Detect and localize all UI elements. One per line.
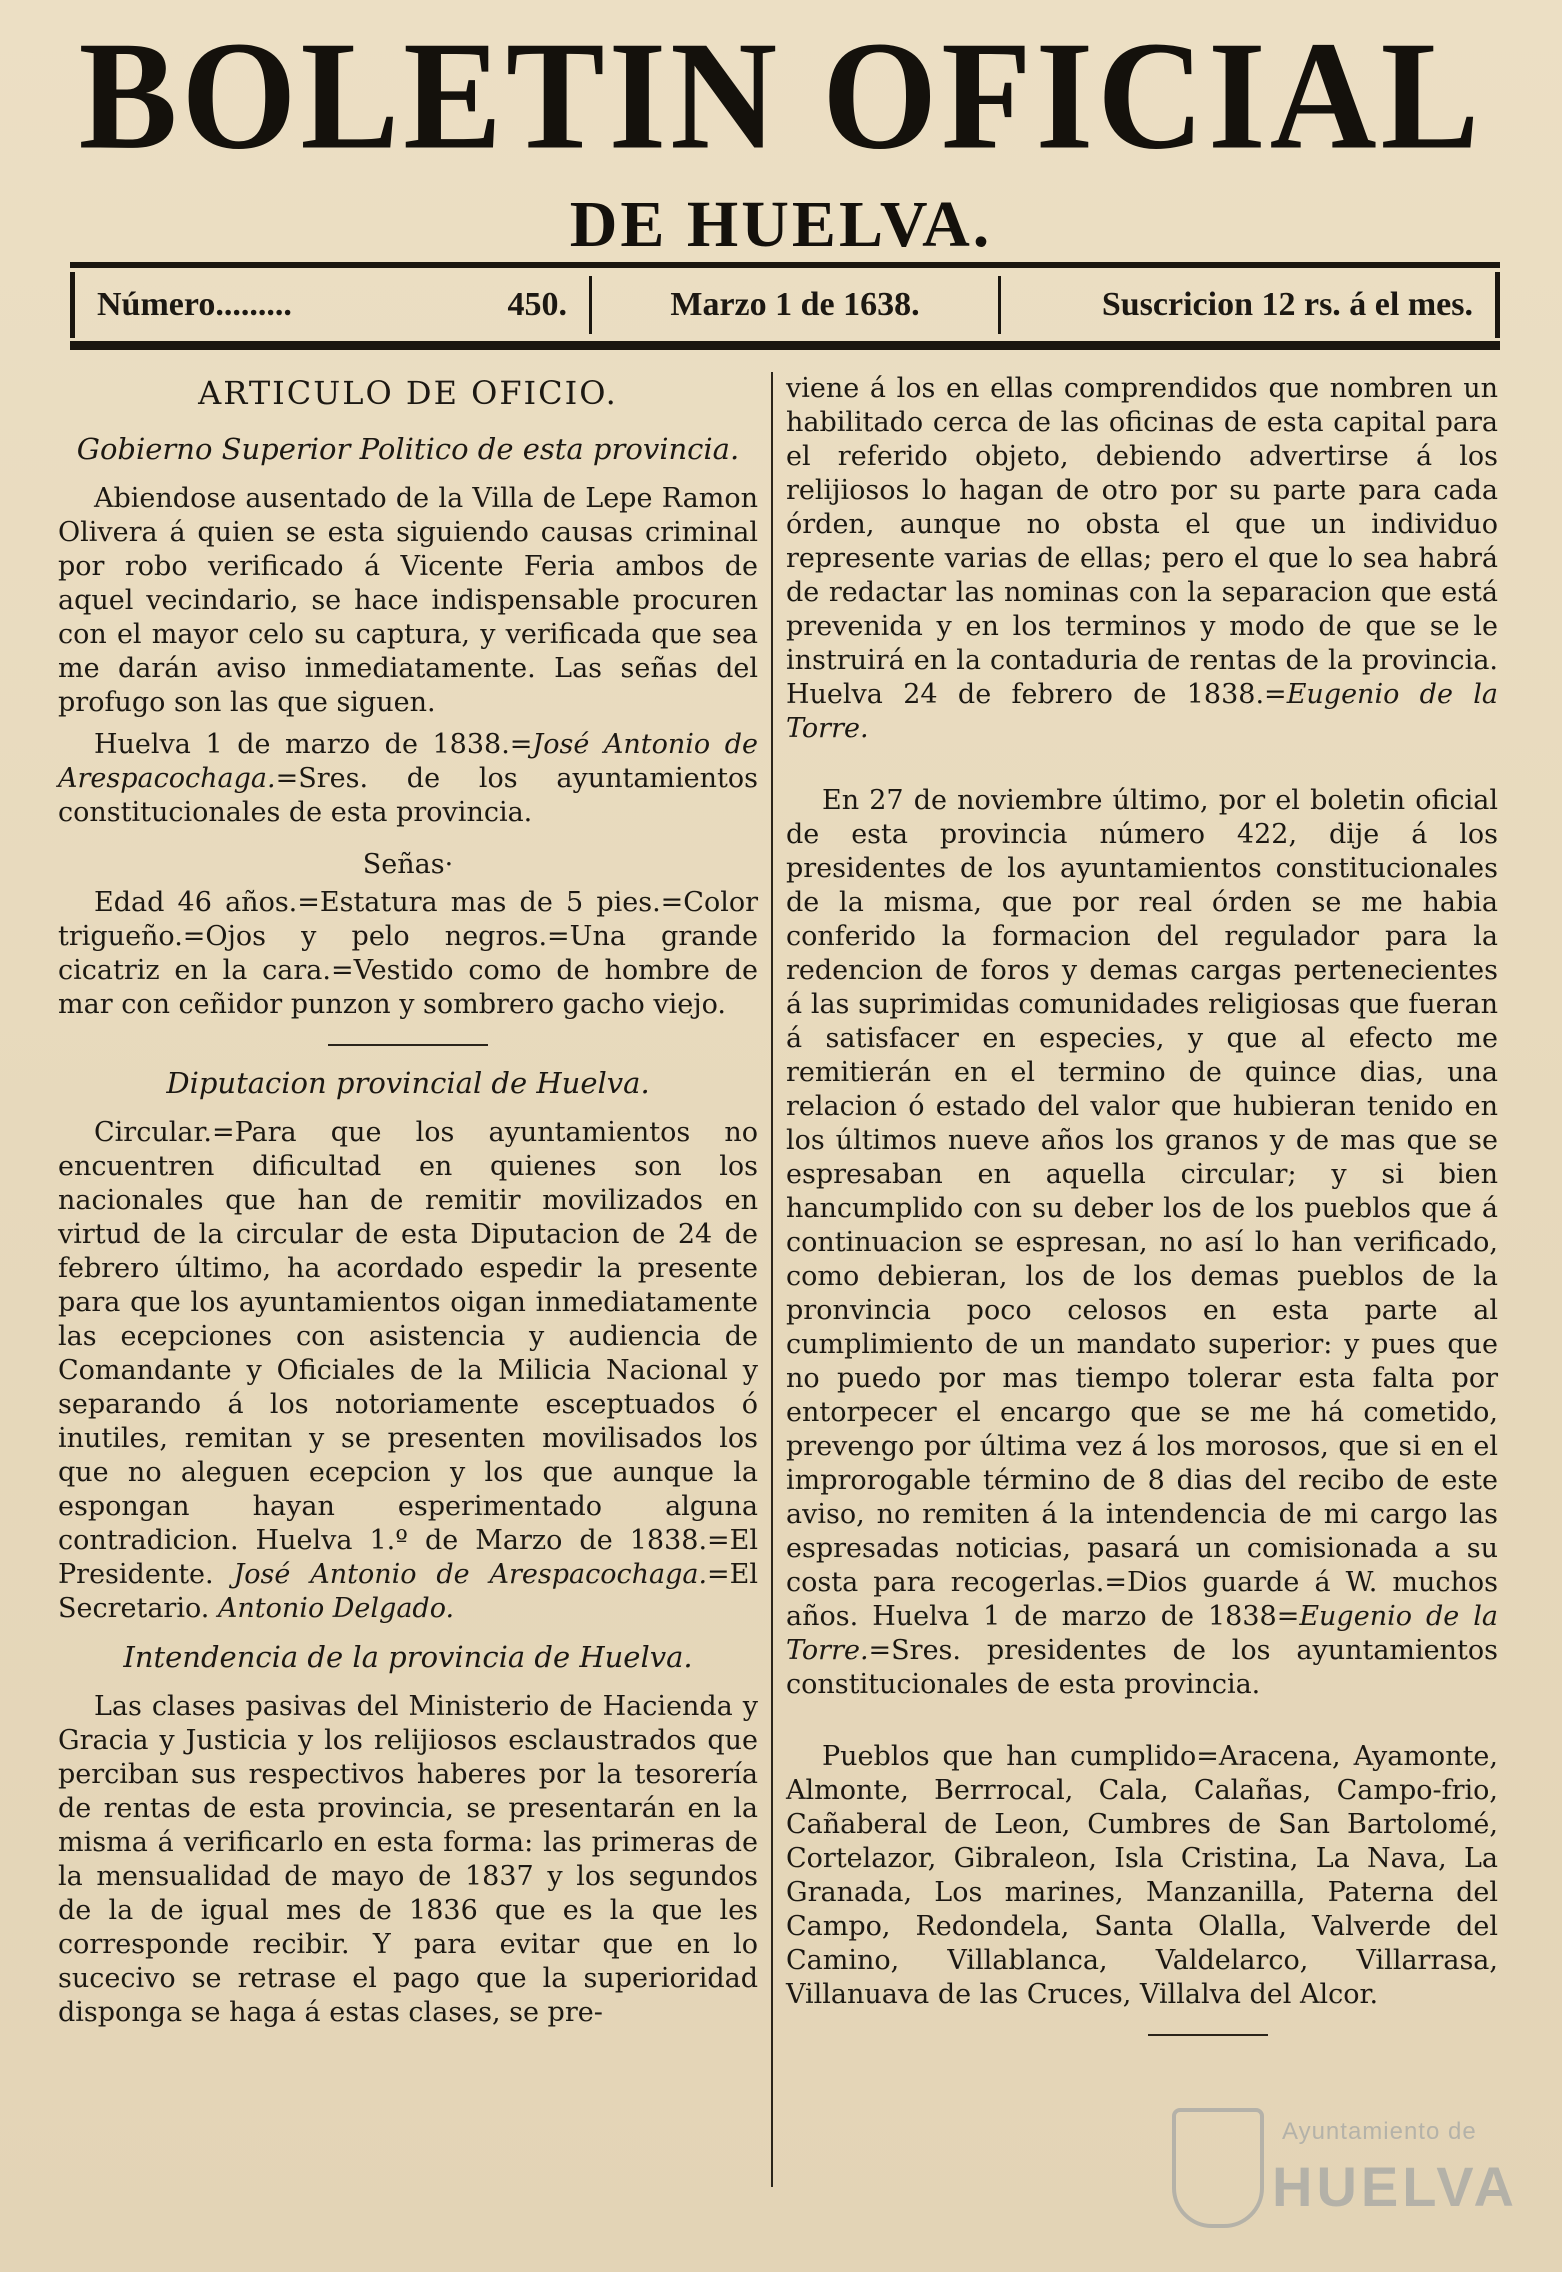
text-span: =Sres. de los ayuntamientos constitucionales de esta provincia. — [58, 763, 758, 828]
article-paragraph — [786, 372, 1498, 746]
signature: Eugenio de la Torre. — [786, 679, 1498, 744]
article-paragraph: Pueblos que han cumplido=Aracena, Ayamonte, Almonte, Berrrocal, Cala, Calañas, Campo-frio, Cañaberal de Leon, Cumbres de San Bartolomé, Cortelazor, Gibraleon, Isla Cristina, La Nava, La Granada, Los marines, Manzanilla, Paterna del Campo, Redondela, Santa Olalla, Valverde del Camino, Villablanca, Valdelarco, Villarrasa, Villanuava de las Cruces, Villalva del Alcor. — [786, 1741, 1498, 2010]
signature: Eugenio de la Torre. — [786, 1601, 1498, 1666]
text-span: =Sres. presidentes de los ayuntamientos constitucionales de esta provincia. — [786, 1635, 1498, 1700]
article-paragraph — [58, 1116, 758, 1626]
signature: José Antonio de Arespacochaga. — [233, 1559, 708, 1590]
column-divider — [771, 372, 773, 2187]
watermark-line1: Ayuntamiento de — [1282, 2118, 1477, 2145]
issue-info-bar — [70, 262, 1500, 350]
article-paragraph — [58, 728, 758, 830]
text-span: Circular.=Para que los ayuntamientos no encuentren dificultad en quienes son los nacionales que han de remitir movilizados en virtud de la circular de esta Diputacion de 24 de febrero último, ha acordado espedir la presente para que los ayuntamientos oigan inmediatamente las ecepciones con asistencia y audiencia de Comandante y Oficiales de la Milicia Nacional y separando á los notoriamente esceptuados ó inutiles, remitan y se presenten movilisados los que no aleguen ecepcion y los que aunque la espongan hayan esperimentado alguna contradicion. Huelva 1.º de Marzo de 1838.=El Presidente. — [58, 1117, 758, 1590]
article-paragraph: Las clases pasivas del Ministerio de Hacienda y Gracia y Justicia y los relijiosos esclaustrados que perciban sus respectivos haberes por la tesorería de rentas de esta provincia, se presentarán en la misma á verificarlo en esta forma: las primeras de la mensualidad de mayo de 1837 y los segundos de la de igual mes de 1836 que es la que les corresponde recibir. Y para evitar que en lo sucecivo se retrase el pago que la superioridad disponga se haga á estas clases, se pre- — [58, 1691, 758, 2028]
info-bar-edge — [1495, 272, 1500, 338]
text-span: viene á los en ellas comprendidos que nombren un habilitado cerca de las oficinas de esta capital para el referido objeto, debiendo advertirse á los relijiosos lo hagan de otro por su parte para cada órden, aunque no obsta el que un individuo represente varias de ellas; pero el que lo sea habrá de redactar las nominas con la separacion que está prevenida y en los terminos y modo de que se le instruirá en la contaduria de rentas de la provincia. Huelva 24 de febrero de 1838.= — [786, 373, 1498, 710]
watermark-line2: HUELVA — [1272, 2155, 1518, 2218]
article-paragraph: Abiendose ausentado de la Villa de Lepe Ramon Olivera á quien se esta siguiendo causas criminal por robo verificado á Vicente Feria ambos de aquel vecindario, se hace indispensable procuren con el mayor celo su captura, y verificada que sea me darán aviso inmediatamente. Las señas del profugo son las que siguen. — [58, 483, 758, 718]
masthead — [0, 9, 1562, 261]
newspaper-title: BOLETIN OFICIAL — [78, 9, 1484, 183]
right-column — [786, 372, 1498, 2056]
section-rule — [328, 1044, 488, 1046]
signature: Antonio Delgado. — [217, 1593, 455, 1624]
section-heading: ARTICULO DE OFICIO. — [198, 374, 618, 412]
section-rule — [1148, 2034, 1268, 2036]
article-paragraph — [786, 784, 1498, 1702]
issue-number — [75, 286, 589, 324]
article-paragraph: Edad 46 años.=Estatura mas de 5 pies.=Color trigueño.=Ojos y pelo negros.=Una grande cicatriz en la cara.=Vestido como de hombre de mar con ceñidor punzon y sombrero gacho viejo. — [58, 887, 758, 1020]
left-column — [58, 372, 758, 2038]
issue-number-label: Número......... — [97, 285, 292, 323]
issue-number-value: 450. — [507, 285, 567, 323]
coat-of-arms-icon — [1172, 2108, 1264, 2228]
text-span: Huelva 1 de marzo de 1838.= — [94, 729, 533, 760]
archive-watermark — [1172, 2102, 1518, 2232]
senas-label: Señas· — [362, 849, 454, 880]
signature: José Antonio de Arespacochaga. — [58, 729, 758, 794]
article-heading-intendencia: Intendencia de la provincia de Huelva. — [123, 1640, 693, 1674]
newspaper-subtitle: DE HUELVA. — [569, 188, 993, 261]
text-span: =El Secretario. — [58, 1559, 758, 1624]
issue-date: Marzo 1 de 1638. — [670, 285, 920, 323]
article-heading-diputacion: Diputacion provincial de Huelva. — [166, 1066, 650, 1100]
article-heading-gobierno: Gobierno Superior Politico de esta provincia. — [76, 432, 740, 466]
subscription-price: Suscricion 12 rs. á el mes. — [1101, 285, 1473, 323]
text-span: En 27 de noviembre último, por el boletin oficial de esta provincia número 422, dije á los presidentes de los ayuntamientos constitucionales de la misma, que por real órden se me habia conferido la formacion del regulador para la redencion de foros y demas cargas pertenecientes á las suprimidas comunidades religiosas que fueran á satisfacer en especies, y que al efecto me remitierán en el termino de quince dias, una relacion ó estado del valor que hubieran tenido en los últimos nueve años los granos y de mas que se espresaban en aquella circular; y si bien hancumplido con su deber los de los pueblos que á continuacion se espresan, no así lo han verificado, como debieran, los de los demas pueblos de la pronvincia poco celosos en esta parte al cumplimiento de un mandato superior: y pues que no puedo por mas tiempo tolerar esta falta por entorpecer el encargo que se me há cometido, prevengo por última vez á los morosos, que si en el improrogable término de 8 dias del recibo de este aviso, no remiten á la intendencia de mi cargo las espresadas noticias, pasará un comisionada a su costa para recogerlas.=Dios guarde á W. muchos años. Huelva 1 de marzo de 1838= — [786, 785, 1498, 1632]
